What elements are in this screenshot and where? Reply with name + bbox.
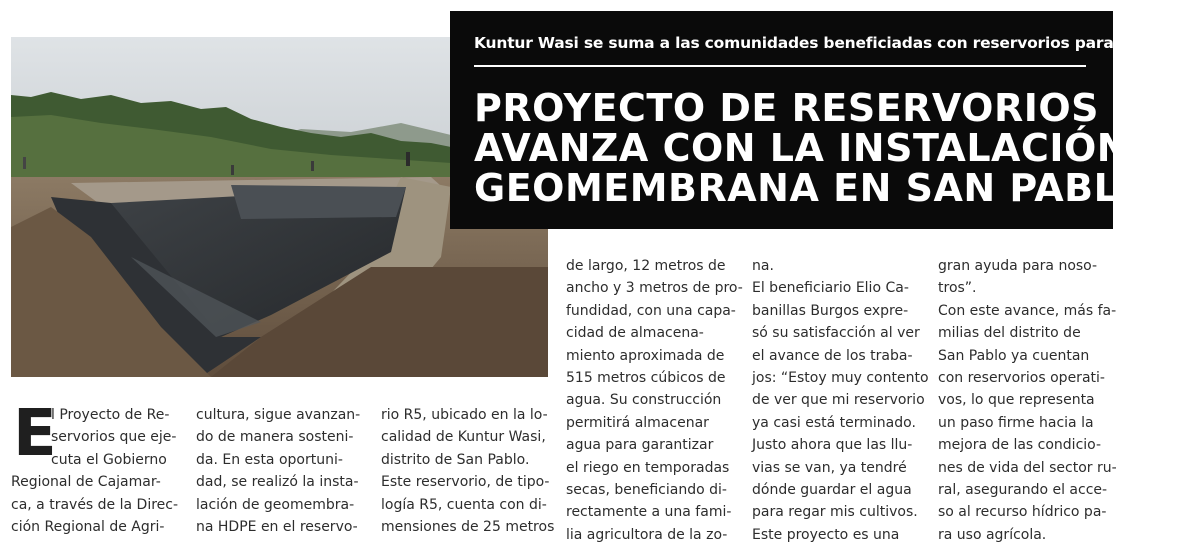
text-line: cultura, sigue avanzan- [196, 407, 361, 423]
text-line: nes de vida del sector ru- [938, 459, 1117, 476]
text-line: so al recurso hídrico pa- [938, 504, 1107, 521]
text-line: fundidad, con una capa- [566, 302, 736, 319]
text-line: calidad de Kuntur Wasi, [381, 429, 546, 446]
text-line: jos: “Estoy muy contento [752, 370, 929, 387]
text-line: l Proyecto de Re- [51, 407, 170, 423]
text-line: miento aproximada de [566, 347, 725, 364]
text-line: de ver que mi reservorio [752, 392, 925, 409]
text-line: vias se van, ya tendré [752, 459, 907, 476]
text-line: San Pablo ya cuentan [938, 347, 1090, 364]
title-line: AVANZA CON LA INSTALACIÓN DE [474, 126, 1201, 170]
text-line: un paso firme hacia la [938, 414, 1094, 431]
text-line: logía R5, cuenta con di- [381, 496, 547, 513]
text-line: vos, lo que representa [938, 392, 1095, 409]
text-line: ra uso agrícola. [938, 526, 1047, 543]
body-column-3 [381, 404, 555, 538]
text-line: agua. Su construcción [566, 392, 722, 409]
body-column-4 [566, 255, 743, 546]
text-line: ancho y 3 metros de pro- [566, 280, 743, 297]
text-line: mejora de las condicio- [938, 437, 1102, 454]
text-line: El beneficiario Elio Ca- [752, 280, 909, 297]
body-column-2 [196, 404, 366, 538]
text-line: mensiones de 25 metros [381, 519, 555, 536]
article-title [474, 86, 1201, 210]
text-line: Con este avance, más fa- [938, 302, 1117, 319]
text-line: ción Regional de Agri- [11, 519, 165, 536]
text-line: cidad de almacena- [566, 325, 704, 342]
text-line: secas, beneficiando di- [566, 482, 727, 499]
text-line: rio R5, ubicado en la lo- [381, 407, 548, 423]
title-line: PROYECTO DE RESERVORIOS [474, 86, 1100, 130]
text-line: banillas Burgos expre- [752, 302, 909, 319]
text-line: Este proyecto es una [752, 526, 900, 543]
text-line: ral, asegurando el acce- [938, 482, 1108, 499]
text-line: gran ayuda para noso- [938, 258, 1098, 274]
body-column-5 [752, 255, 929, 546]
text-line: Este reservorio, de tipo- [381, 474, 550, 491]
text-line: lación de geomembra- [196, 496, 355, 513]
text-line: dad, se realizó la insta- [196, 474, 359, 491]
text-line: Justo ahora que las llu- [752, 437, 913, 454]
text-line: permitirá almacenar [566, 414, 709, 431]
text-line: ca, a través de la Direc- [11, 496, 179, 513]
text-line: de largo, 12 metros de [566, 258, 726, 274]
text-line: dónde guardar el agua [752, 482, 912, 499]
text-line: milias del distrito de [938, 325, 1081, 342]
text-line: agua para garantizar [566, 437, 714, 454]
text-line: con reservorios operati- [938, 370, 1105, 387]
text-line: na HDPE en el reservo- [196, 519, 358, 536]
drop-cap: E [13, 397, 57, 471]
text-line: servorios que eje- [51, 429, 177, 446]
text-line: na. [752, 258, 774, 274]
text-line: ya casi está terminado. [752, 414, 916, 431]
body-column-6 [938, 255, 1117, 546]
text-line: distrito de San Pablo. [381, 451, 530, 468]
title-line: GEOMEMBRANA EN SAN PABLO [474, 166, 1150, 210]
text-line: 515 metros cúbicos de [566, 370, 726, 387]
text-line: só su satisfacción al ver [752, 325, 920, 342]
text-line: para regar mis cultivos. [752, 504, 918, 521]
kicker: Kuntur Wasi se suma a las comunidades beneficiadas con reservorios para el agro. [474, 34, 1185, 52]
text-line: Regional de Cajamar- [11, 474, 161, 491]
text-line: lia agricultora de la zo- [566, 526, 728, 543]
text-line: el riego en temporadas [566, 459, 730, 476]
headline-divider [474, 65, 1086, 67]
body-column-1 [11, 397, 187, 538]
text-line: da. En esta oportuni- [196, 451, 343, 468]
text-line: cuta el Gobierno [51, 451, 167, 468]
text-line: tros”. [938, 280, 977, 297]
headline-box [450, 11, 1201, 229]
text-line: rectamente a una fami- [566, 504, 732, 521]
text-line: do de manera sosteni- [196, 429, 354, 446]
text-line: el avance de los traba- [752, 347, 913, 364]
